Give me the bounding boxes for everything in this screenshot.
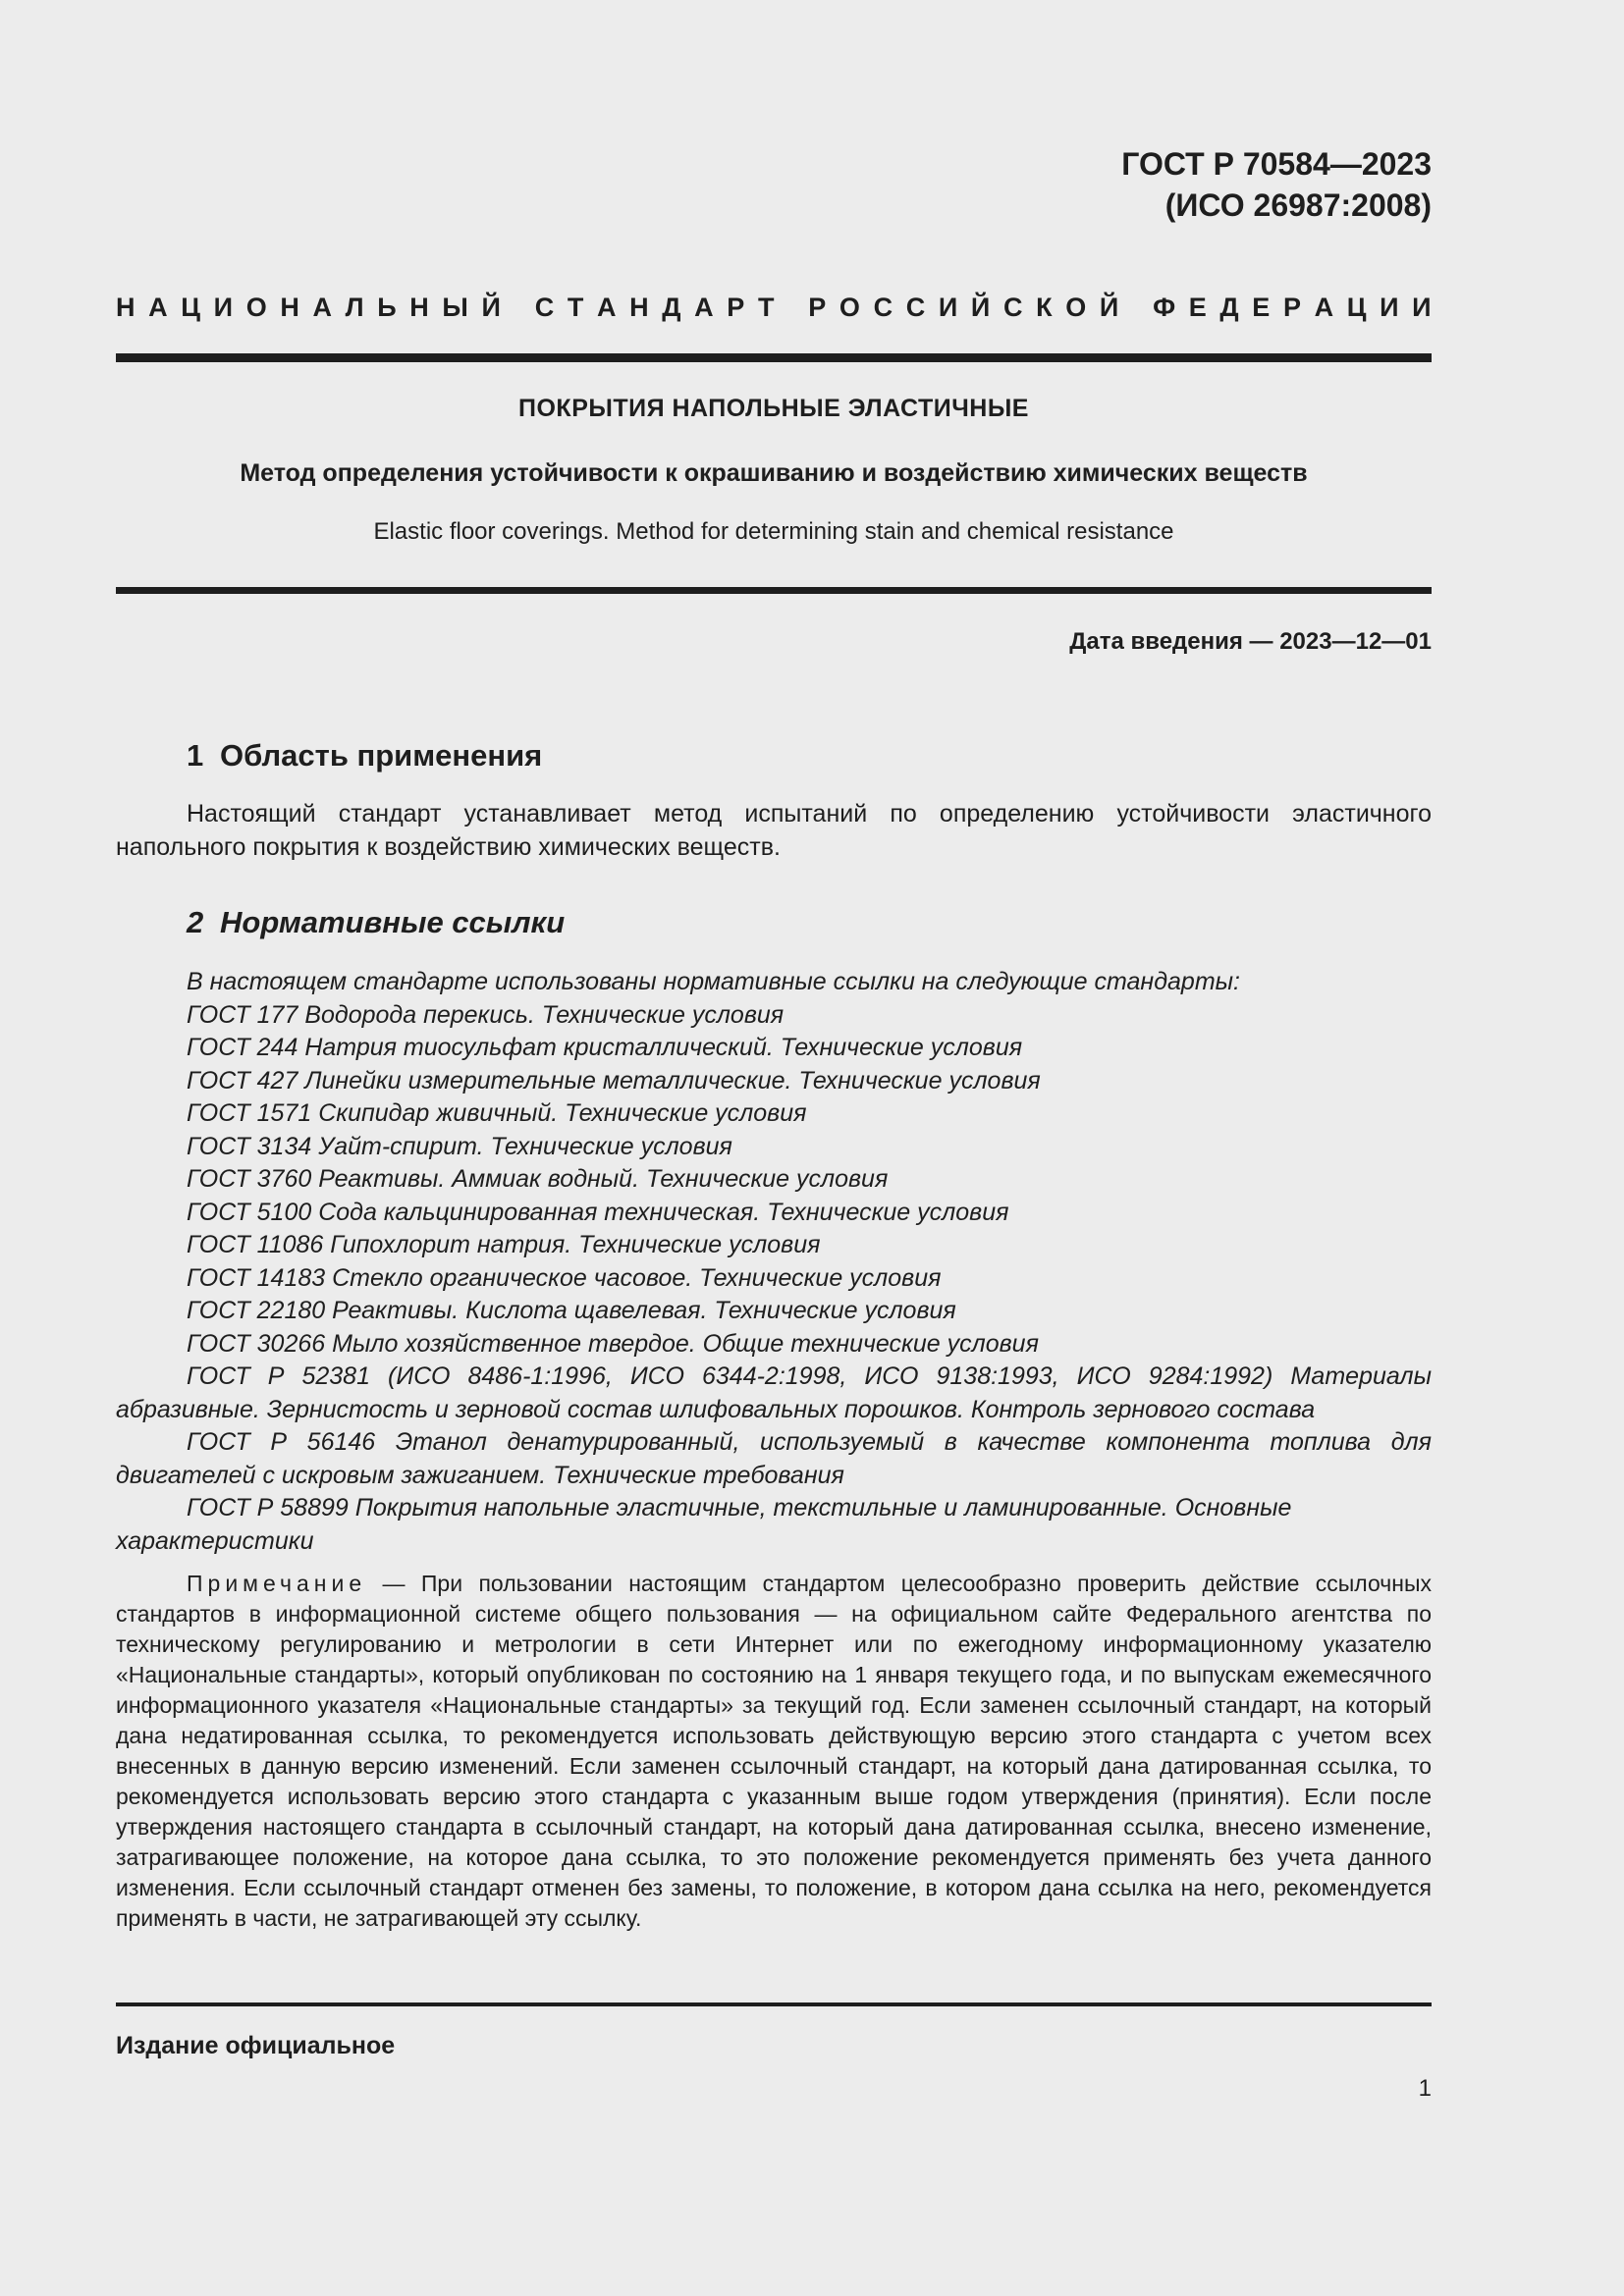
national-standard-letter: И	[1412, 293, 1432, 322]
introduction-date: Дата введения — 2023—12—01	[1069, 628, 1432, 655]
national-standard-letter: Р	[808, 293, 827, 322]
section-2-heading	[187, 903, 565, 942]
reference-item: ГОСТ 5100 Сода кальцинированная техническая. Технические условия	[187, 1198, 1009, 1226]
national-standard-letter: Ц	[181, 293, 201, 322]
normative-references-list	[116, 966, 1432, 1558]
section-2-number: 2	[187, 905, 204, 939]
reference-item: ГОСТ 244 Натрия тиосульфат кристаллический. Технические условия	[187, 1034, 1023, 1061]
standard-title-english: Elastic floor coverings. Method for determining stain and chemical resistance	[373, 518, 1174, 545]
national-standard-letter: С	[1002, 293, 1023, 322]
national-standard-letter: И	[938, 293, 958, 322]
section-1-title: Область применения	[220, 738, 543, 773]
reference-item: ГОСТ 22180 Реактивы. Кислота щавелевая. Технические условия	[187, 1297, 956, 1324]
note-paragraph	[116, 1569, 1432, 1934]
national-standard-letter: Р	[1282, 293, 1301, 322]
official-edition-label: Издание официальное	[116, 2032, 396, 2059]
reference-item: ГОСТ Р 52381 (ИСО 8486-1:1996, ИСО 6344-2:1998, ИСО 9138:1993, ИСО 9284:1992) Материалы абразивные. Зернистость и зерновой состав шлифовальных порошков. Контроль зернового состава	[116, 1362, 1432, 1423]
reference-item: ГОСТ Р 56146 Этанол денатурированный, используемый в качестве компонента топлива для двигателей с искровым зажиганием. Технические требования	[116, 1428, 1432, 1489]
reference-item: ГОСТ 3760 Реактивы. Аммиак водный. Технические условия	[187, 1165, 889, 1193]
national-standard-letter: С	[873, 293, 893, 322]
national-standard-letter: Й	[970, 293, 991, 322]
national-standard-letter: А	[694, 293, 714, 322]
reference-item: ГОСТ 14183 Стекло органическое часовое. Технические условия	[187, 1263, 942, 1292]
national-standard-letter: А	[148, 293, 168, 322]
national-standard-letter: Й	[1099, 293, 1119, 322]
section-1-text: Настоящий стандарт устанавливает метод испытаний по определению устойчивости эластичного напольного покрытия к воздействию химических веществ.	[116, 800, 1432, 861]
word-gap	[514, 291, 522, 324]
national-standard-letter: Н	[116, 293, 135, 322]
reference-item: ГОСТ 427 Линейки измерительные металлические. Технические условия	[187, 1066, 1041, 1095]
national-standard-letter: Н	[629, 293, 649, 322]
page-number: 1	[1418, 2075, 1432, 2102]
section-2-title: Нормативные ссылки	[220, 905, 566, 939]
national-standard-letter: О	[245, 293, 267, 322]
standard-title: ПОКРЫТИЯ НАПОЛЬНЫЕ ЭЛАСТИЧНЫЕ	[518, 395, 1029, 422]
national-standard-letter: О	[1065, 293, 1087, 322]
national-standard-letter: А	[312, 293, 332, 322]
reference-item: ГОСТ Р 58899 Покрытия напольные эластичные, текстильные и ламинированные. Основные характеристики	[116, 1494, 1292, 1555]
reference-item: ГОСТ 1571 Скипидар живичный. Технические условия	[187, 1099, 807, 1127]
national-standard-letter: Л	[345, 293, 364, 322]
national-standard-letter: А	[1314, 293, 1334, 322]
national-standard-letter: Ф	[1153, 293, 1176, 322]
national-standard-letter: И	[1380, 293, 1399, 322]
national-standard-letter: Е	[1252, 293, 1271, 322]
national-standard-letter: Ы	[442, 293, 468, 322]
standard-subtitle: Метод определения устойчивости к окрашиванию и воздействию химических веществ	[240, 459, 1308, 487]
national-standard-letter: К	[1036, 293, 1053, 322]
section-1-heading	[187, 736, 542, 775]
national-standard-letter: Д	[1219, 293, 1239, 322]
national-standard-letter: С	[905, 293, 926, 322]
national-standard-letter: И	[213, 293, 234, 322]
references-intro: В настоящем стандарте использованы нормативные ссылки на следующие стандарты:	[187, 968, 1240, 995]
note-text: — При пользовании настоящим стандартом целесообразно проверить действие ссылочных стандартов в информационной системе общего пользования — на официальном сайте Федерального агентства по техническому регулированию и метрологии в сети Интернет или по ежегодному информационному указателю «Национальные стандарты», который опубликован по состоянию на 1 января текущего года, и по выпускам ежемесячного информационного указателя «Национальные стандарты» за текущий год. Если заменен ссылочный стандарт, на который дана недатированная ссылка, то рекомендуется использовать действующую версию этого стандарта с учетом всех внесенных в данную версию изменений. Если заменен ссылочный стандарт, на который дана датированная ссылка, то рекомендуется использовать версию этого стандарта с указанным выше годом утверждения (принятия). Если после утверждения настоящего стандарта в ссылочный стандарт, на который дана датированная ссылка, внесено изменение, затрагивающее положение, на которое дана ссылка, то это положение рекомендуется применять без учета данного изменения. Если ссылочный стандарт отменен без замены, то положение, в котором дана ссылка на него, рекомендуется применять в части, не затрагивающей эту ссылку.	[116, 1571, 1432, 1931]
national-standard-letter: С	[534, 293, 555, 322]
title-divider	[116, 587, 1432, 594]
section-1-number: 1	[187, 738, 204, 773]
national-standard-letter: А	[596, 293, 617, 322]
reference-item: ГОСТ 3134 Уайт-спирит. Технические условия	[187, 1132, 732, 1160]
note-label: Примечание	[187, 1571, 367, 1596]
national-standard-letter: Ь	[377, 293, 397, 322]
document-page	[116, 0, 1432, 2296]
word-gap	[787, 291, 795, 324]
national-standard-letter: Т	[757, 293, 775, 322]
national-standard-letter: Й	[481, 293, 501, 322]
footer-divider	[116, 2002, 1432, 2006]
national-standard-letter: Н	[409, 293, 429, 322]
word-gap	[1132, 291, 1140, 324]
reference-item: ГОСТ 30266 Мыло хозяйственное твердое. Общие технические условия	[187, 1329, 1039, 1358]
national-standard-letter: Р	[727, 293, 745, 322]
national-standard-letter: Н	[280, 293, 299, 322]
national-standard-letter: Е	[1188, 293, 1207, 322]
national-standard-letter: Ц	[1346, 293, 1367, 322]
national-standard-letter: Т	[567, 293, 584, 322]
national-standard-letter: Д	[662, 293, 681, 322]
national-standard-banner	[116, 291, 1432, 324]
reference-item: ГОСТ 177 Водорода перекись. Технические условия	[187, 1000, 785, 1029]
national-standard-letter: О	[839, 293, 860, 322]
document-number	[1121, 143, 1432, 226]
document-number-gost: ГОСТ Р 70584—2023	[1121, 146, 1432, 182]
document-number-iso: (ИСО 26987:2008)	[1164, 187, 1432, 223]
reference-item: ГОСТ 11086 Гипохлорит натрия. Технические условия	[187, 1231, 821, 1258]
top-thick-divider	[116, 353, 1432, 362]
